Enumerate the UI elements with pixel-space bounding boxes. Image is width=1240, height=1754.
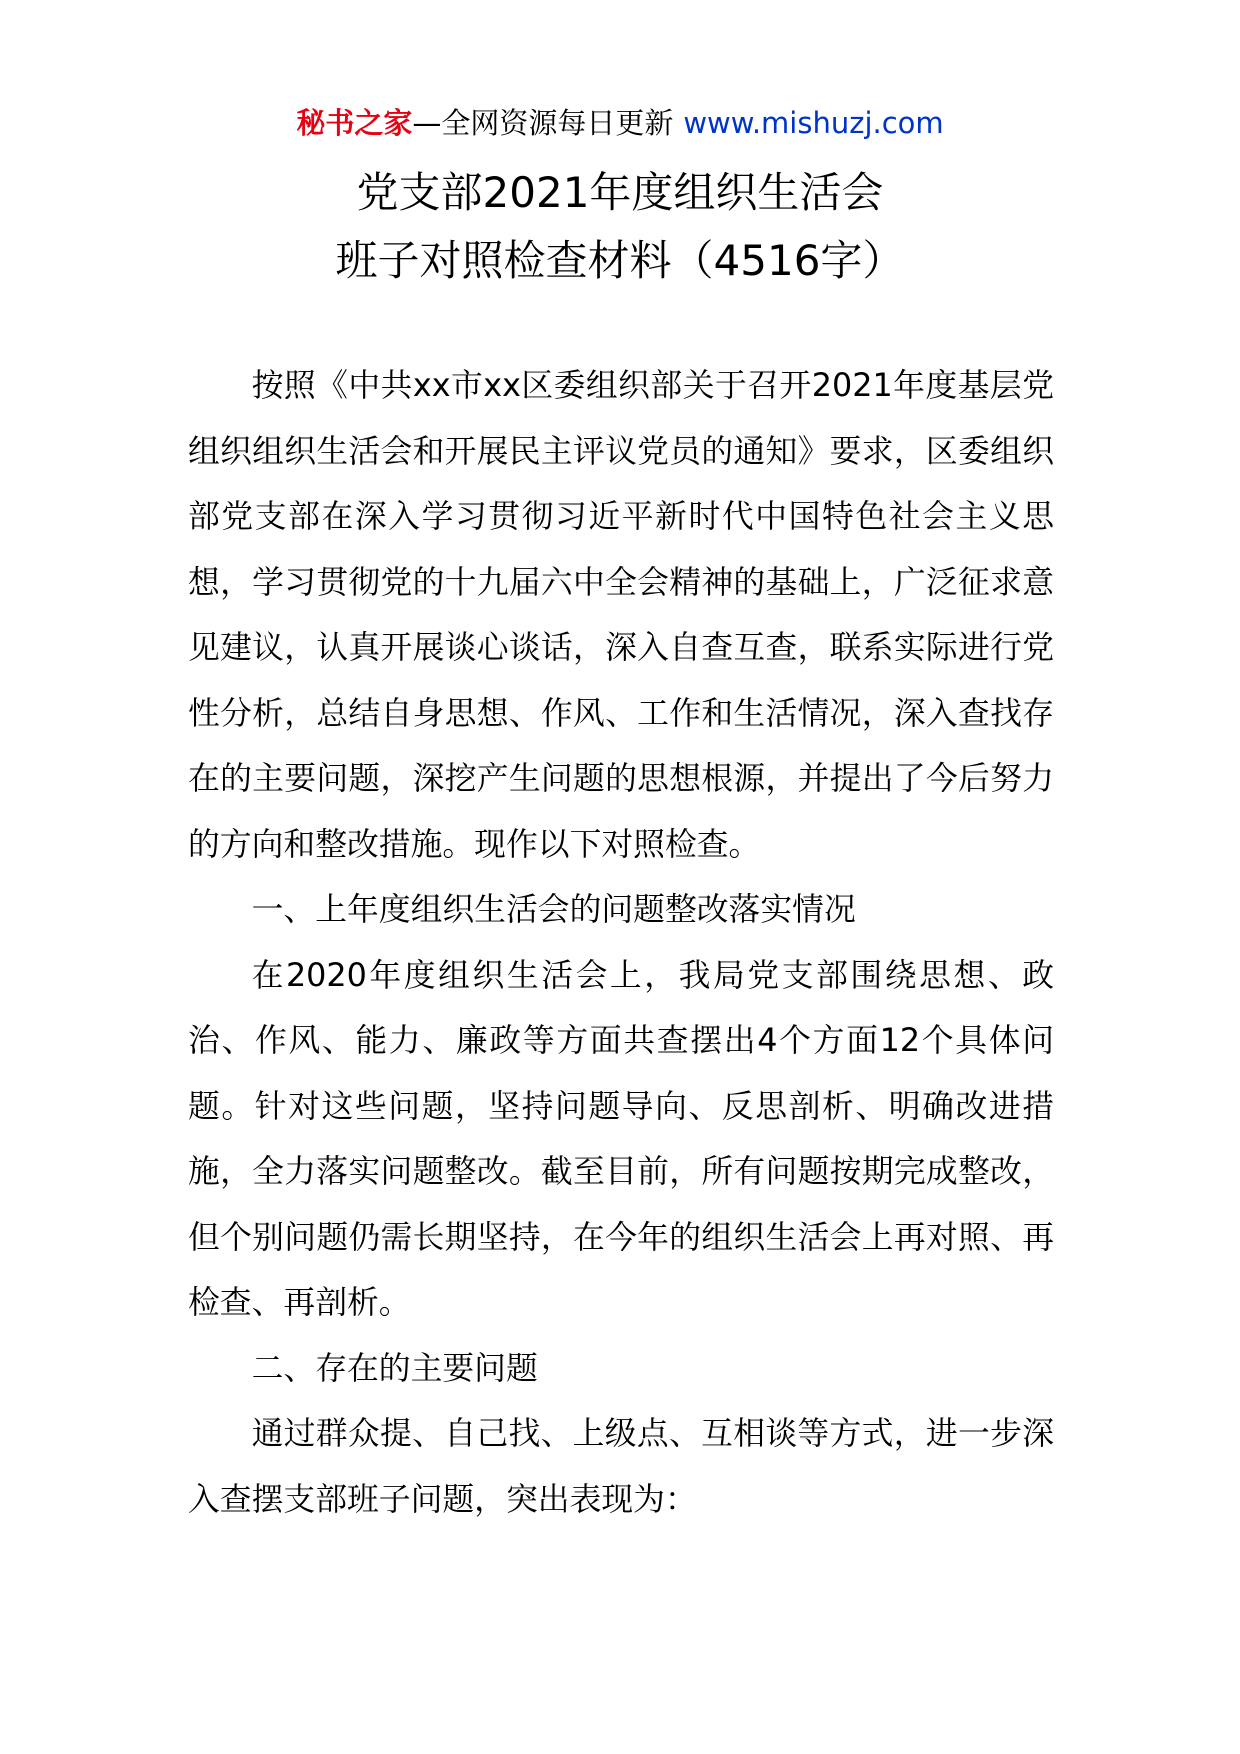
paragraph-section-2: 通过群众提、自己找、上级点、互相谈等方式，进一步深入查摆支部班子问题，突出表现为： xyxy=(188,1415,1054,1518)
brand-slogan: —全网资源每日更新 xyxy=(412,106,674,140)
site-header xyxy=(0,103,1240,143)
section-heading-2: 二、存在的主要问题 xyxy=(251,1349,538,1387)
document-title-line-1: 党支部2021年度组织生活会 xyxy=(356,168,884,217)
section-heading-1: 一、上年度组织生活会的问题整改落实情况 xyxy=(251,891,856,928)
paragraph-intro: 按照《中共xx市xx区委组织部关于召开2021年度基层党组织组织生活会和开展民主评议党员的通知》要求，区委组织部党支部在深入学习贯彻习近平新时代中国特色社会主义思想，学习贯彻党的十九届六中全会精神的基础上，广泛征求意见建议，认真开展谈心谈话，深入自查互查，联系实际进行党性分析，总结自身思想、作风、工作和生活情况，深入查找存在的主要问题，深挖产生问题的思想根源，并提出了今后努力的方向和整改措施。现作以下对照检查。 xyxy=(188,367,1054,863)
paragraph-section-1: 在2020年度组织生活会上，我局党支部围绕思想、政治、作风、能力、廉政等方面共查摆出4个方面12个具体问题。针对这些问题，坚持问题导向、反思剖析、明确改进措施，全力落实问题整改。截至目前，所有问题按期完成整改，但个别问题仍需长期坚持，在今年的组织生活会上再对照、再检查、再剖析。 xyxy=(188,956,1054,1321)
document-body xyxy=(188,353,1054,1532)
document-title-line-2: 班子对照检查材料（4516字） xyxy=(335,236,905,285)
brand-name: 秘书之家 xyxy=(296,106,413,140)
site-url-link[interactable]: www.mishuzj.com xyxy=(683,106,944,140)
